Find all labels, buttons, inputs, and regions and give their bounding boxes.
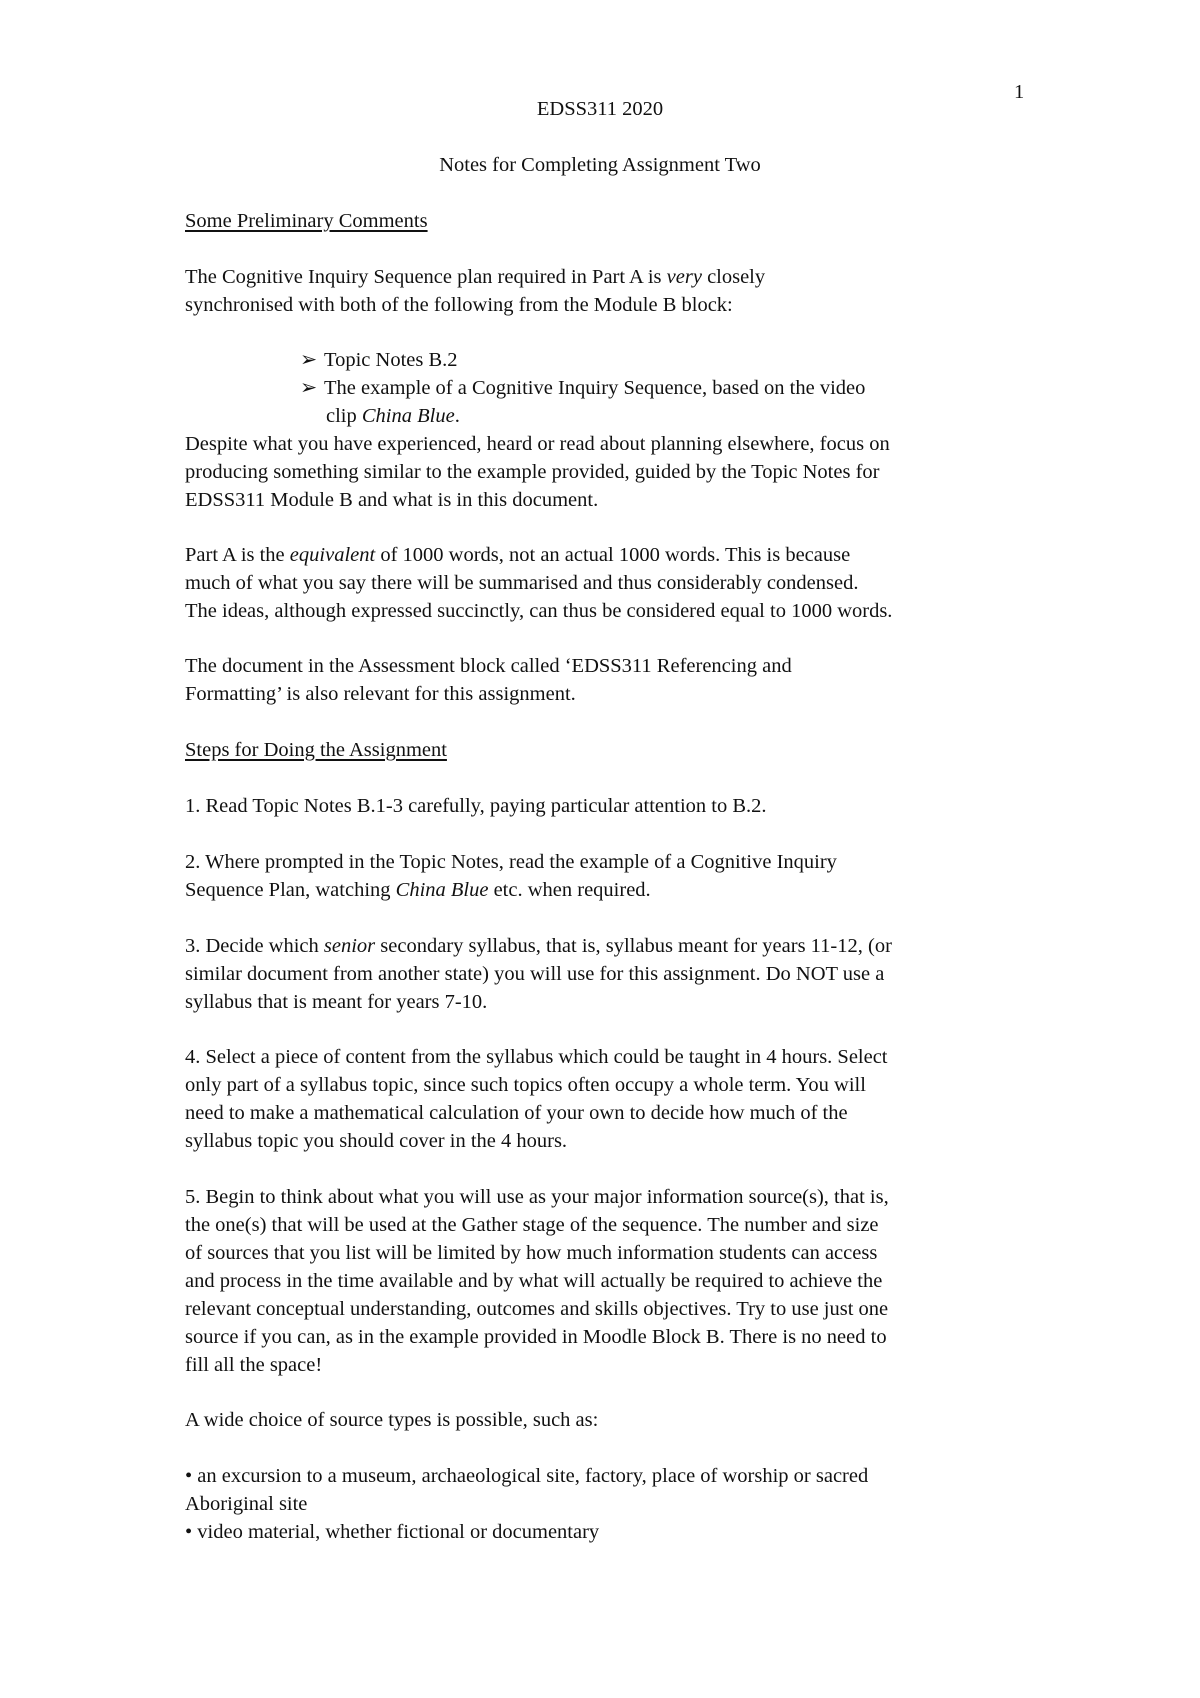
step-line: and process in the time available and by what will actually be required to achieve the xyxy=(185,1270,883,1292)
paragraph-line: Despite what you have experienced, heard or read about planning elsewhere, focus on xyxy=(185,433,890,455)
document-title: Notes for Completing Assignment Two xyxy=(439,154,761,176)
paragraph-line: The ideas, although expressed succinctly, can thus be considered equal to 1000 words. xyxy=(185,600,893,622)
step-line: 5. Begin to think about what you will use as your major information source(s), that is, xyxy=(185,1186,889,1208)
paragraph-line: A wide choice of source types is possible, such as: xyxy=(185,1409,599,1431)
list-item: ➢ The example of a Cognitive Inquiry Sequence, based on the video xyxy=(300,374,865,402)
step-line: syllabus topic you should cover in the 4 hours. xyxy=(185,1130,568,1152)
course-code-heading: EDSS311 2020 xyxy=(536,98,664,120)
step-line: source if you can, as in the example provided in Moodle Block B. There is no need to xyxy=(185,1326,887,1348)
step-line: similar document from another state) you will use for this assignment. Do NOT use a xyxy=(185,963,885,985)
paragraph-line: synchronised with both of the following from the Module B block: xyxy=(185,294,733,316)
step-line: 4. Select a piece of content from the syllabus which could be taught in 4 hours. Select xyxy=(185,1046,888,1068)
paragraph-line: much of what you say there will be summarised and thus considerably condensed. xyxy=(185,572,859,594)
step-line: Sequence Plan, watching China Blue etc. when required. xyxy=(185,879,651,901)
step-line: relevant conceptual understanding, outcomes and skills objectives. Try to use just one xyxy=(185,1298,889,1320)
step-line: 3. Decide which senior secondary syllabus, that is, syllabus meant for years 11-12, (or xyxy=(185,935,892,957)
step-line: need to make a mathematical calculation of your own to decide how much of the xyxy=(185,1102,848,1124)
step-line: only part of a syllabus topic, since such topics often occupy a whole term. You will xyxy=(185,1074,866,1096)
list-item-continuation: clip China Blue. xyxy=(326,405,460,427)
paragraph-line: The document in the Assessment block called ‘EDSS311 Referencing and xyxy=(185,655,792,677)
arrow-bullet-icon: ➢ xyxy=(300,349,318,371)
step-line: fill all the space! xyxy=(185,1354,323,1376)
section-heading-steps: Steps for Doing the Assignment xyxy=(185,739,447,761)
list-item-continuation: Aboriginal site xyxy=(185,1493,308,1515)
paragraph-line: Part A is the equivalent of 1000 words, not an actual 1000 words. This is because xyxy=(185,544,851,566)
step-line: the one(s) that will be used at the Gather stage of the sequence. The number and size xyxy=(185,1214,879,1236)
step-line: 1. Read Topic Notes B.1-3 carefully, paying particular attention to B.2. xyxy=(185,795,767,817)
paragraph-line: The Cognitive Inquiry Sequence plan required in Part A is very closely xyxy=(185,266,766,288)
step-line: of sources that you list will be limited by how much information students can access xyxy=(185,1242,878,1264)
step-line: syllabus that is meant for years 7-10. xyxy=(185,991,488,1013)
page-number: 1 xyxy=(1014,81,1025,103)
paragraph-line: Formatting’ is also relevant for this assignment. xyxy=(185,683,576,705)
arrow-bullet-icon: ➢ xyxy=(300,377,318,399)
list-item: ➢ Topic Notes B.2 xyxy=(300,346,458,374)
list-item: • video material, whether fictional or documentary xyxy=(185,1521,600,1543)
list-item: • an excursion to a museum, archaeological site, factory, place of worship or sacred xyxy=(185,1465,869,1487)
paragraph-line: EDSS311 Module B and what is in this document. xyxy=(185,489,599,511)
paragraph-line: producing something similar to the example provided, guided by the Topic Notes for xyxy=(185,461,880,483)
section-heading-preliminary: Some Preliminary Comments xyxy=(185,210,428,232)
step-line: 2. Where prompted in the Topic Notes, read the example of a Cognitive Inquiry xyxy=(185,851,837,873)
